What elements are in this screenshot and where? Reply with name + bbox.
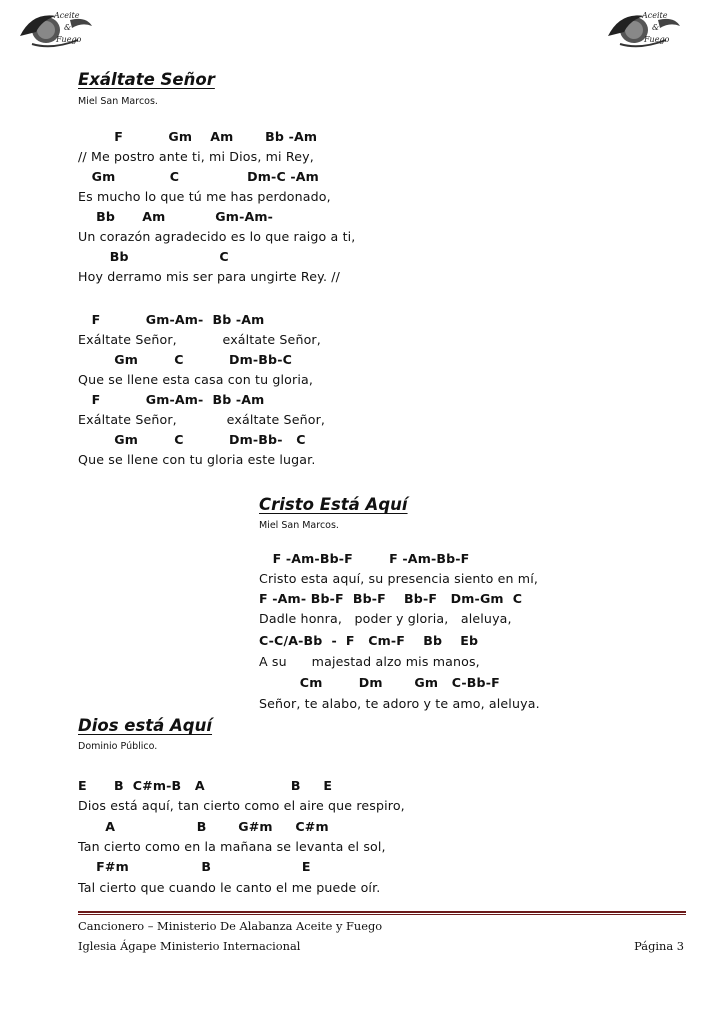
- chord-line: F Gm-Am- Bb -Am: [78, 392, 265, 407]
- chord-line: F -Am-Bb-F F -Am-Bb-F: [259, 551, 470, 566]
- lyric-line: Señor, te alabo, te adoro y te amo, aleluya.: [259, 696, 540, 711]
- logo-text-2: &: [64, 23, 72, 32]
- lyric-line: Tan cierto como en la mañana se levanta el sol,: [78, 839, 386, 854]
- page-number: Página 3: [634, 939, 684, 953]
- logo: [600, 6, 682, 50]
- lyric-line: Es mucho lo que tú me has perdonado,: [78, 189, 331, 204]
- flame-logo-icon: [12, 6, 94, 50]
- logo-text-3: Fuego: [56, 35, 82, 44]
- lyric-line: Un corazón agradecido es lo que raigo a ti,: [78, 229, 356, 244]
- chord-line: Gm C Dm-C -Am: [78, 169, 319, 184]
- footer-line-1: Cancionero – Ministerio De Alabanza Aceite y Fuego: [78, 919, 383, 933]
- chord-line: A B G#m C#m: [78, 819, 329, 834]
- chord-line: Gm C Dm-Bb- C: [78, 432, 306, 447]
- song-author: Miel San Marcos.: [78, 96, 158, 107]
- chord-line: Bb C: [78, 249, 229, 264]
- lyric-line: Que se llene con tu gloria este lugar.: [78, 452, 316, 467]
- flame-logo-icon: [600, 6, 682, 50]
- song-title: Dios está Aquí: [78, 716, 213, 735]
- song-author: Dominio Público.: [78, 741, 158, 752]
- lyric-line: Hoy derramo mis ser para ungirte Rey. //: [78, 269, 341, 284]
- chord-line: Bb Am Gm-Am-: [78, 209, 273, 224]
- lyric-line: Dadle honra, poder y gloria, aleluya,: [259, 611, 512, 626]
- lyric-line: Exáltate Señor, exáltate Señor,: [78, 412, 326, 427]
- chord-line: C-C/A-Bb - F Cm-F Bb Eb: [259, 633, 479, 648]
- footer-line-2: Iglesia Ágape Ministerio Internacional: [78, 939, 301, 953]
- logo-text-1: Aceite: [642, 11, 668, 20]
- lyric-line: A su majestad alzo mis manos,: [259, 654, 480, 669]
- lyric-line: Tal cierto que cuando le canto el me puede oír.: [78, 880, 381, 895]
- lyric-line: Cristo esta aquí, su presencia siento en mí,: [259, 571, 539, 586]
- logo-text-3: Fuego: [644, 35, 670, 44]
- chord-line: F -Am- Bb-F Bb-F Bb-F Dm-Gm C: [259, 591, 523, 606]
- footer-divider: [78, 911, 686, 915]
- logo-text-2: &: [652, 23, 660, 32]
- chord-line: F#m B E: [78, 859, 311, 874]
- chord-line: Cm Dm Gm C-Bb-F: [259, 675, 500, 690]
- song-title: Cristo Está Aquí: [259, 495, 408, 514]
- lyric-line: Dios está aquí, tan cierto como el aire que respiro,: [78, 798, 405, 813]
- lyric-line: Que se llene esta casa con tu gloria,: [78, 372, 314, 387]
- logo: [12, 6, 94, 50]
- chord-line: F Gm-Am- Bb -Am: [78, 312, 265, 327]
- song-author: Miel San Marcos.: [259, 520, 339, 531]
- lyric-line: Exáltate Señor, exáltate Señor,: [78, 332, 321, 347]
- lyric-line: // Me postro ante ti, mi Dios, mi Rey,: [78, 149, 314, 164]
- song-title: Exáltate Señor: [78, 70, 215, 89]
- logo-text-1: Aceite: [54, 11, 80, 20]
- chord-line: E B C#m-B A B E: [78, 778, 333, 793]
- chord-line: F Gm Am Bb -Am: [78, 129, 318, 144]
- chord-line: Gm C Dm-Bb-C: [78, 352, 292, 367]
